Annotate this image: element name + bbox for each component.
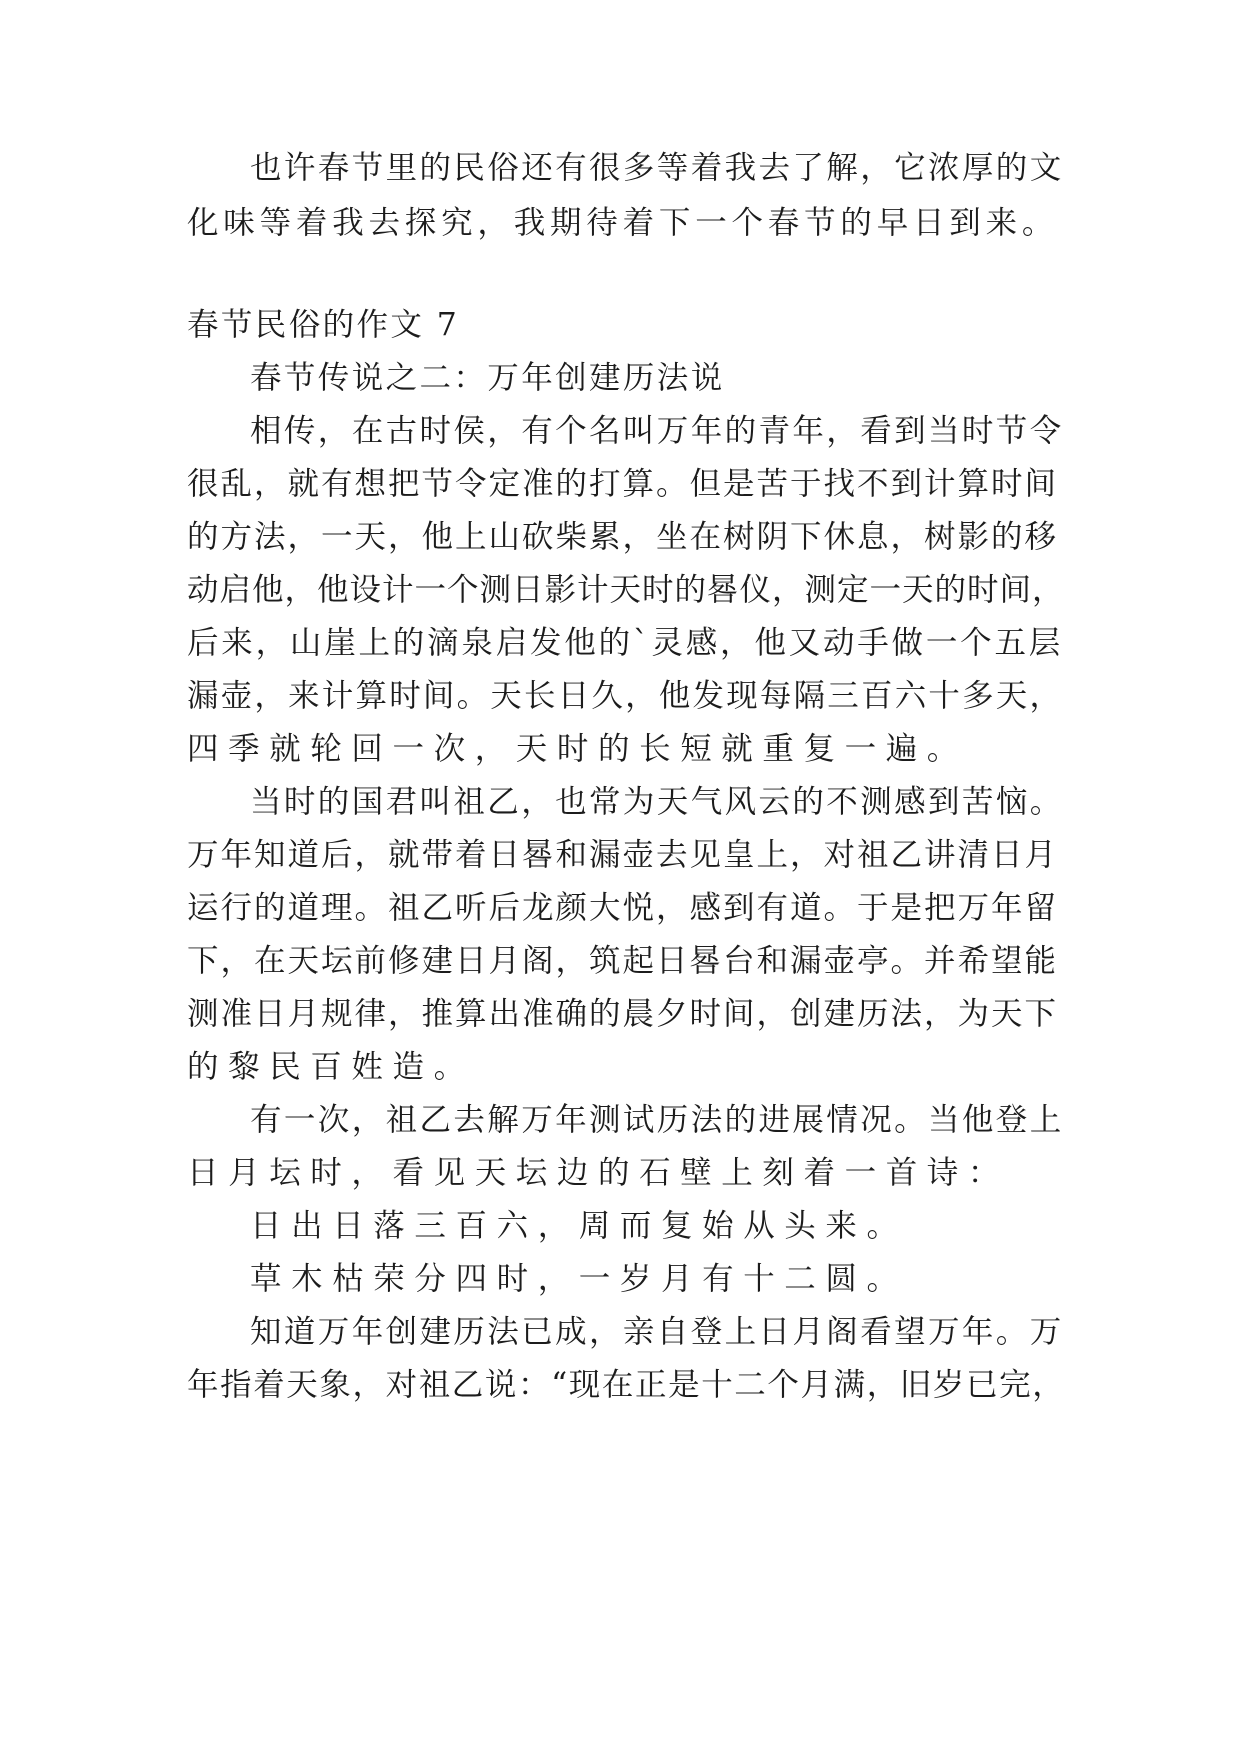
paragraph-4-line-1: 知道万年创建历法已成，亲自登上日月阁看望万年。万	[250, 1314, 1064, 1350]
paragraph-3-line-1: 有一次，祖乙去解万年测试历法的进展情况。当他登上	[250, 1102, 1064, 1138]
poem-line-1: 日出日落三百六，周而复始从头来。	[250, 1208, 908, 1244]
paragraph-1-line-4: 动启他，他设计一个测日影计天时的晷仪，测定一天的时间，	[187, 572, 1065, 608]
paragraph-4-line-2: 年指着天象，对祖乙说：“现在正是十二个月满，旧岁已完，	[187, 1367, 1066, 1403]
paragraph-2-line-6: 的黎民百姓造。	[187, 1049, 475, 1085]
poem-line-2: 草木枯荣分四时，一岁月有十二圆。	[250, 1261, 908, 1297]
paragraph-1-line-6: 漏壶，来计算时间。天长日久，他发现每隔三百六十多天，	[187, 678, 1064, 714]
paragraph-1-line-7: 四季就轮回一次，天时的长短就重复一遍。	[187, 731, 968, 767]
paragraph-1-line-2: 很乱，就有想把节令定准的打算。但是苦于找不到计算时间	[187, 466, 1059, 502]
paragraph-intro-line-2: 化味等着我去探究，我期待着下一个春节的早日到来。	[187, 205, 1059, 241]
paragraph-2-line-4: 下，在天坛前修建日月阁，筑起日晷台和漏壶亭。并希望能	[187, 943, 1059, 979]
paragraph-2-line-3: 运行的道理。祖乙听后龙颜大悦，感到有道。于是把万年留	[187, 890, 1059, 926]
paragraph-1-line-1: 相传，在古时侯，有个名叫万年的青年，看到当时节令	[250, 413, 1064, 449]
paragraph-2-line-2: 万年知道后，就带着日晷和漏壶去见皇上，对祖乙讲清日月	[187, 837, 1059, 873]
paragraph-3-line-2: 日月坛时，看见天坛边的石壁上刻着一首诗：	[187, 1155, 1010, 1191]
paragraph-intro-line-1: 也许春节里的民俗还有很多等着我去了解，它浓厚的文	[250, 150, 1064, 186]
paragraph-1-line-3: 的方法，一天，他上山砍柴累，坐在树阴下休息，树影的移	[187, 519, 1059, 555]
subtitle: 春节传说之二：万年创建历法说	[250, 360, 725, 396]
paragraph-1-line-5: 后来，山崖上的滴泉启发他的`灵感，他又动手做一个五层	[187, 625, 1064, 661]
paragraph-2-line-5: 测准日月规律，推算出准确的晨夕时间，创建历法，为天下	[187, 996, 1059, 1032]
section-title: 春节民俗的作文 7	[187, 307, 460, 343]
paragraph-2-line-1: 当时的国君叫祖乙，也常为天气风云的不测感到苦恼。	[250, 784, 1064, 820]
